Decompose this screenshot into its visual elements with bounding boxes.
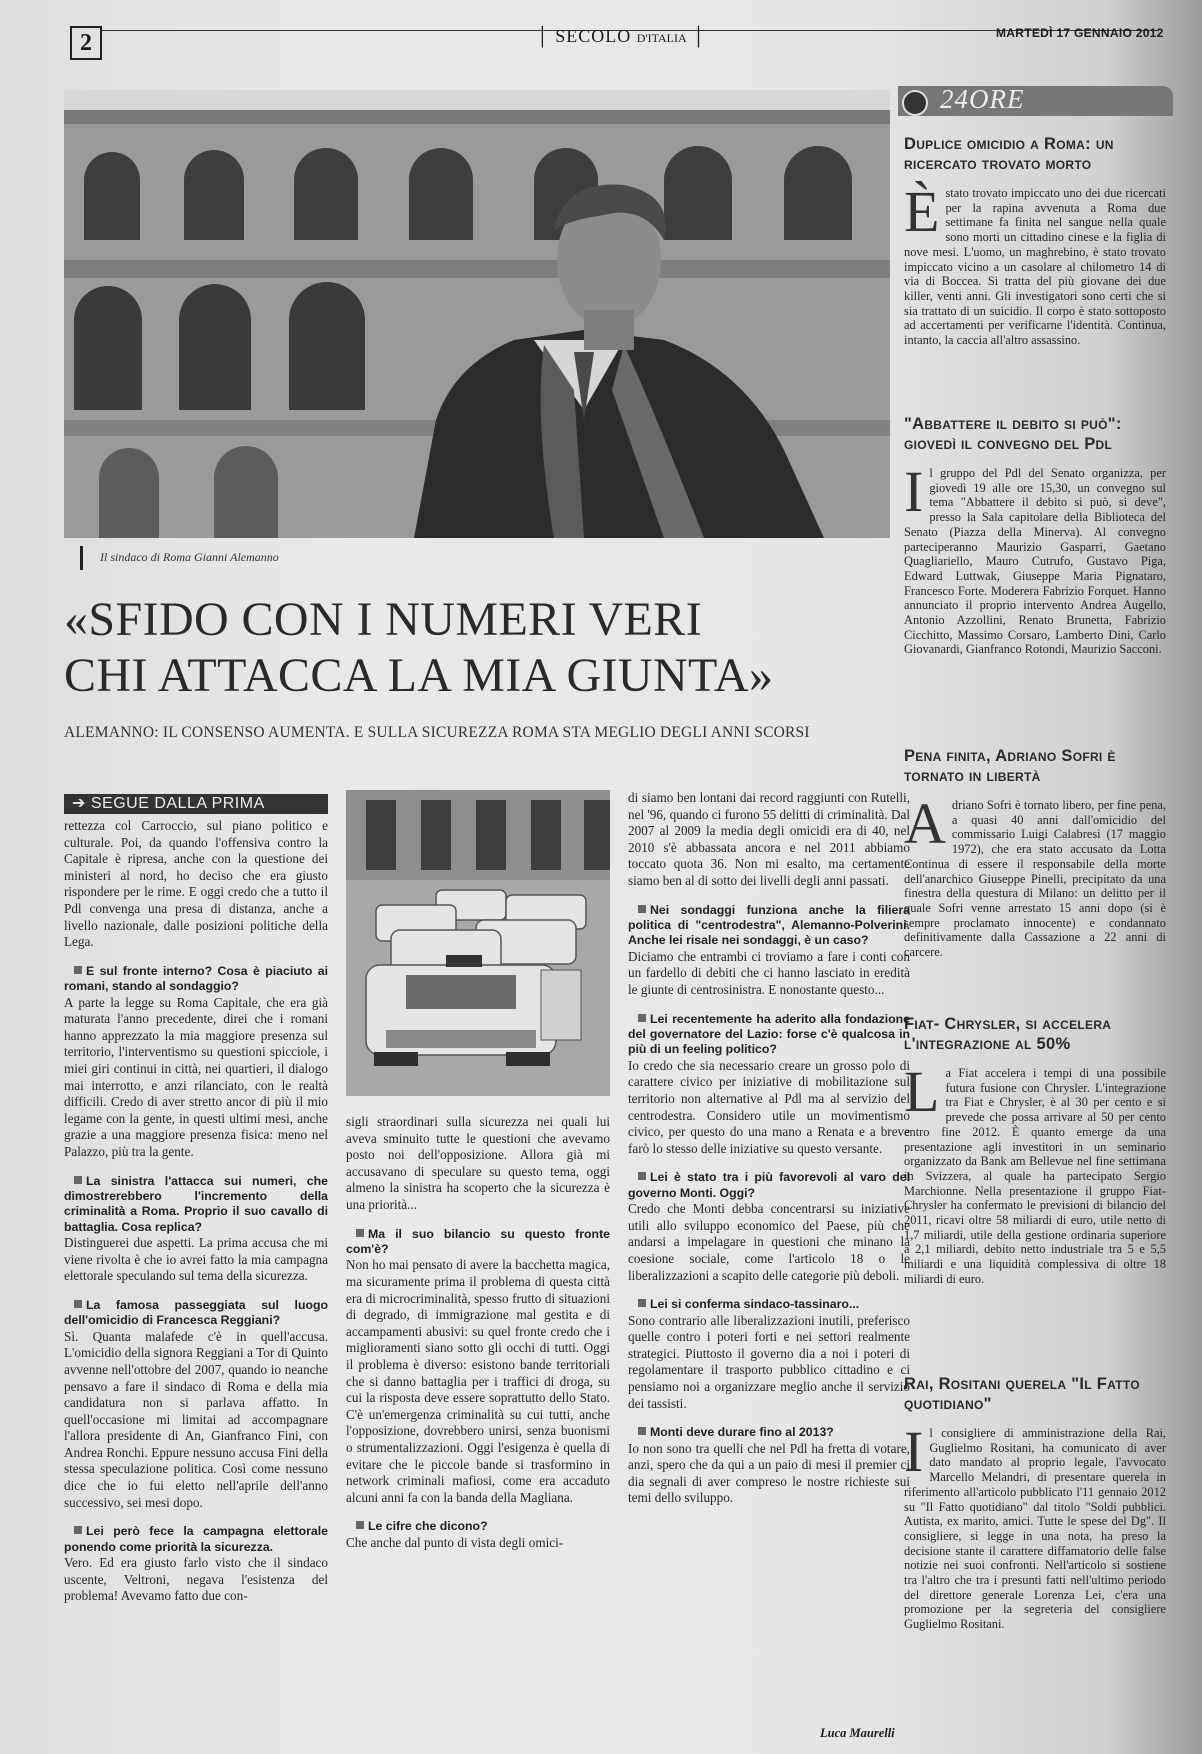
segue-label: ➔ SEGUE DALLA PRIMA	[64, 794, 328, 814]
news-item-title: Fiat- Chrysler, si accelera l'integrazione al 50%	[904, 1015, 1112, 1053]
dropcap: I	[904, 459, 924, 524]
square-bullet-icon	[356, 1229, 364, 1237]
dropcap: A	[904, 791, 946, 856]
paragraph: sigli straordinari sulla sicurezza nei quali lui aveva sminuito tutte le questioni che avevamo posto noi dell'opposizione. Allora già mi accusavano di speculare su questo tema, oggi almeno la sinistra ha scoperto che la sicurezza è una priorità...	[346, 1114, 610, 1212]
paragraph: Io credo che sia necessario creare un grosso polo di carattere civico per iniziative di mobilitazione sul territorio non alternative al Pdl ma al servizio del centrodestra. Considero utile un movimentismo civico, per questo do una mano a Renata e a breve farò lo stesso delle iniziative su questo versante.	[628, 1057, 910, 1156]
news-item-body: driano Sofri è tornato libero, per fine pena, a quasi 40 anni dall'omicidio del commissario Luigi Calabresi (17 maggio 1972), che era stato accusato da Lotta Continua di essere il responsabile della morte dell'anarchico Giuseppe Pinelli, precipitato da una finestra della questura di Milano: un delitto per il quale Sofri venne arrestato 15 anni dopo (si è sempre proclamato innocente) e condannato definitivamente dalla Cassazione a 22 anni di carcere.	[904, 798, 1166, 960]
paragraph: rettezza col Carroccio, sul piano politico e culturale. Poi, da quando l'offensiva contro la Capitale è ripresa, anche con la questione dei ministeri al nord, ho deciso che era giusto rispondere per le rime. E oggi credo che a tutto il Pdl convenga una presa di distanza, anche a livello nazionale, dalle posizioni politiche della Lega.	[64, 818, 328, 950]
news-item-title: "Abbattere il debito si può": giovedì il convegno del Pdl	[904, 415, 1122, 453]
headline-line-1: «SFIDO CON I NUMERI VERI	[64, 593, 703, 646]
square-bullet-icon	[638, 905, 646, 913]
dropcap: I	[904, 1419, 924, 1484]
square-bullet-icon	[74, 1176, 82, 1184]
paragraph: Io non sono tra quelli che nel Pdl ha fretta di votare, anzi, spero che da qui a un paio di mesi il premier ci dia segnali di aver compreso le nostre richieste sui temi dello sviluppo.	[628, 1440, 910, 1506]
article-subheadline: ALEMANNO: IL CONSENSO AUMENTA. E SULLA SICUREZZA ROMA STA MEGLIO DEGLI ANNI SCORSI	[64, 724, 810, 741]
caption-marker	[80, 546, 83, 570]
masthead-title: SECOLO	[555, 26, 632, 46]
square-bullet-icon	[638, 1427, 646, 1435]
question-text: La famosa passeggiata sul luogo dell'omicidio di Francesca Reggiani?	[64, 1297, 328, 1328]
issue-date: MARTEDÌ 17 GENNAIO 2012	[996, 26, 1164, 40]
question-text: Lei recentemente ha aderito alla fondazione del governatore del Lazio: forse c'è qualcosa in più di un feeling politico?	[628, 1011, 910, 1057]
square-bullet-icon	[356, 1521, 364, 1529]
interview-question	[64, 1524, 328, 1555]
square-bullet-icon	[638, 1014, 646, 1022]
news-item-text	[904, 1059, 1166, 1287]
article-column-3	[628, 790, 910, 1507]
question-text: La sinistra l'attacca sui numeri, che dimostrerebbero l'incremento della criminalità a Roma. Proprio il suo cavallo di battaglia. Cosa replica?	[64, 1173, 328, 1234]
news-item-body: l consigliere di amministrazione della Rai, Guglielmo Rositani, ha comunicato di aver dato mandato al proprio legale, l'avvocato Marcello Melandri, di presentare querela in riferimento all'articolo pubblicato l'11 gennaio 2012 su "Il Fatto quotidiano" dal titolo "Soldi pubblici. Autista, ex marito, amici. Tutte le spese del Dg". Il consigliere, si legge in una nota, ha preso la decisione stante il carattere diffamatorio delle false notizie nei suoi confronti. Nell'articolo si sostiene tra l'altro che tra i presunti fatti nell'ultimo periodo del direttore generale Lorenza Lei, c'era una promozione per la segreteria del consigliere Guglielmo Rositani.	[904, 1426, 1166, 1632]
news-item-text	[904, 1419, 1166, 1632]
interview-question	[346, 1227, 610, 1258]
paragraph: A parte la legge su Roma Capitale, che era già maturata l'anno precedente, direi che i romani hanno apprezzato la mia maggiore presenza sul territorio, l'interventismo su questioni spicciole, i miei giri continui in città, nei quartieri, il dialogo mai interrotto, e anzi rilanciato, con le realtà difficili. Credo di aver stretto ancor di più il mio legame con la gente, in questi ultimi mesi, anche grazie a una maggiore presenza fisica: meno nel Palazzo, più tra la gente.	[64, 994, 328, 1159]
square-bullet-icon	[638, 1172, 646, 1180]
interview-question	[628, 1012, 910, 1058]
interview-question	[64, 1298, 328, 1329]
news-item-body: a Fiat accelera i tempi di una possibile futura fusione con Chrysler. L'integrazione tra Fiat e Chrysler, è al 30 per cento e si prevede che possa arrivare al 50 per cento entro fine 2012. È quanto emerge da una presentazione agli investitori in un seminario organizzato da Bank am Bellevue nel fine settimana in Svizzera, al quale ha partecipato Sergio Marchionne. Nella presentazione il gruppo Fiat-Chrysler ha confermato le previsioni di bilancio del 2011, ricavi oltre 58 miliardi di euro, utile netto di 1,7 miliardi, utile della gestione ordinaria superiore a 2,1 miliardi, debito netto industriale tra 5 e 5,5 miliardi e una liquidità complessiva di oltre 18 miliardi di euro.	[904, 1066, 1166, 1286]
news-item-body: stato trovato impiccato uno dei due ricercati per la rapina avvenuta a Roma due settimane fa finita nel sangue nella quale sono morti un cittadino cinese e la figlia di nove mesi. L'uomo, un maghrebino, è stato trovato impiccato vicino a un casolare al chilometro 14 di via di Boccea. Si tratta del più giovane dei due killer, venti anni. Gli investigatori sono certi che si sia trattato di un suicidio. Il corpo è stato sottoposto ad accertamenti per verificarne l'identità. Continua, intanto, la caccia all'altro assassino.	[904, 186, 1166, 348]
paragraph: Vero. Ed era giusto farlo visto che il sindaco uscente, Veltroni, negava l'esistenza del problema! Avevamo fatto due con-	[64, 1555, 328, 1604]
dropcap: È	[904, 179, 940, 244]
paragraph: Distinguerei due aspetti. La prima accusa che mi viene rivolta è che io avrei fatto la mia campagna elettorale speculando sul tema della sicurezza.	[64, 1235, 328, 1284]
headline-line-2: CHI ATTACCA LA MIA GIUNTA»	[64, 649, 774, 702]
hero-photo	[64, 90, 890, 538]
interview-question	[628, 1297, 910, 1312]
paragraph: Sì. Quanta malafede c'è in quell'accusa. L'omicidio della signora Reggiani a Tor di Quinto avvenne nell'ottobre del 2007, quando io neanche pensavo a fare il sindaco di Roma e della mia candidatura non si parlava affatto. In quell'occasione mi limitai ad accompagnare l'allora presidente di An, Gianfranco Fini, con Andrea Ronchi. Eppure nessuno accusa Fini della stessa speculazione politica. Così come nessuno dice che io fui eletto nell'aprile dell'anno successivo, sei mesi dopo.	[64, 1328, 328, 1510]
globe-icon	[902, 90, 928, 116]
news-item-text	[904, 179, 1166, 348]
question-text: Lei è stato tra i più favorevoli al varo del governo Monti. Oggi?	[628, 1170, 910, 1200]
dropcap: L	[904, 1059, 940, 1124]
interview-question	[628, 903, 910, 949]
news-item-body: l gruppo del Pdl del Senato organizza, per giovedì 19 alle ore 15,30, un convegno sul tema "Abbattere il debito si può, si deve", presso la Sala capitolare della Biblioteca del Senato (Piazza della Minerva). Al convegno parteciperanno Maurizio Gasparri, Gaetano Quagliariello, Mauro Cutrufo, Gustavo Piga, Edward Luttwak, Giuseppe Maria Pignataro, Francesco Forte. Moderera Fabrizio Forquet. Hanno annunciato il proprio intervento Andrea Augello, Antonio Azzollini, Renato Brunetta, Fabrizio Cicchitto, Massimo Corsaro, Lamberto Dini, Carlo Giovanardi, Gianfranco Rotondi, Maurizio Sacconi.	[904, 466, 1166, 657]
news-item-title: Rai, Rositani querela "Il Fatto quotidiano"	[904, 1375, 1140, 1413]
question-text: Ma il suo bilancio su questo fronte com'è?	[346, 1226, 610, 1256]
news-item-title: Duplice omicidio a Roma: un ricercato trovato morto	[904, 135, 1114, 173]
article-author: Luca Maurelli	[820, 1726, 895, 1740]
question-text: E sul fronte interno? Cosa è piaciuto ai romani, stando al sondaggio?	[64, 963, 328, 994]
taxi-photo	[346, 790, 610, 1096]
news-item-text	[904, 791, 1166, 960]
interview-question	[64, 964, 328, 995]
square-bullet-icon	[638, 1299, 646, 1307]
paragraph: Sono contrario alle liberalizzazioni inutili, preferisco quelle contro i poteri forti e nei settori realmente strategici. Piuttosto il governo dia a noi i poteri di regolamentare il trasporto pubblico cittadino e ci pensiamo noi a organizzare meglio anche il servizio dei tassisti.	[628, 1312, 910, 1411]
square-bullet-icon	[74, 1526, 82, 1534]
paragraph: Non ho mai pensato di avere la bacchetta magica, ma sicuramente prima il problema di questa città era di microcriminalità, spesso frutto di situazioni di degrado, di immigrazione mal gestita e di accampamenti abusivi: su quel fronte credo che i miglioramenti siano sotto gli occhi di tutti. Oggi il problema è diverso: esistono bande territoriali che si danno battaglia per i traffici di droga, su cui la risposta deve essere soprattutto dello Stato. C'è un'emergenza criminalità su cui tutti, anche l'opposizione, dovrebbero unirsi, senza buonismi o strumentalizzazioni. Oggi l'esigenza è quella di evitare che le piccole bande si trasformino in network criminali mafiosi, come era accaduto alcuni anni fa con la banda della Magliana.	[346, 1257, 610, 1505]
paragraph: Diciamo che entrambi ci troviamo a fare i conti con un fardello di debiti che ci hanno lasciato in eredità le giunte di centrosinistra. E nonostante questo...	[628, 948, 910, 997]
question-text: Lei si conferma sindaco-tassinaro...	[650, 1297, 860, 1312]
question-text: Nei sondaggi funziona anche la filiera politica di "centrodestra", Alemanno-Polverini. Anche lei risale nei sondaggi, è un caso?	[628, 902, 910, 948]
interview-question	[64, 1174, 328, 1236]
square-bullet-icon	[74, 1300, 82, 1308]
interview-question	[628, 1170, 910, 1201]
masthead: │ SECOLO D'ITALIA │	[536, 26, 706, 46]
page-number: 2	[70, 26, 102, 60]
sidebar-badge-title: 24ORE	[940, 84, 1025, 114]
paragraph: Che anche dal punto di vista degli omici-	[346, 1534, 564, 1550]
article-column-2	[346, 1114, 610, 1551]
question-text: Le cifre che dicono?	[368, 1519, 488, 1534]
news-item-text	[904, 459, 1166, 657]
paragraph: Credo che Monti debba concentrarsi su iniziative utili allo sviluppo economico del Paese, più che andarsi a impelagare in questioni che minano la coesione sociale, come l'articolo 18 o le liberalizzazioni a scapito delle categorie più deboli.	[628, 1201, 910, 1283]
interview-question	[628, 1425, 910, 1440]
photo-caption: Il sindaco di Roma Gianni Alemanno	[100, 550, 279, 564]
square-bullet-icon	[74, 966, 82, 974]
article-headline	[64, 592, 914, 704]
question-text: Lei però fece la campagna elettorale ponendo come priorità la sicurezza.	[64, 1524, 328, 1554]
interview-question	[346, 1519, 610, 1534]
paragraph: di siamo ben lontani dai record raggiunti con Rutelli, nel '96, quando ci furono 55 delitti di criminalità. Dal 2007 al 2009 la media degli omicidi era di 40, nel 2010 s'è abbassata ancora e nel 2011 abbiamo toccato quota 36. Non mi esalto, ma certamente siamo ben al di sotto dei livelli degli anni passati.	[628, 790, 910, 888]
article-column-1	[64, 818, 328, 1605]
question-text: Monti deve durare fino al 2013?	[650, 1425, 834, 1440]
news-item-title: Pena finita, Adriano Sofri è tornato in libertà	[904, 747, 1116, 785]
masthead-subtitle: D'ITALIA	[636, 31, 687, 45]
